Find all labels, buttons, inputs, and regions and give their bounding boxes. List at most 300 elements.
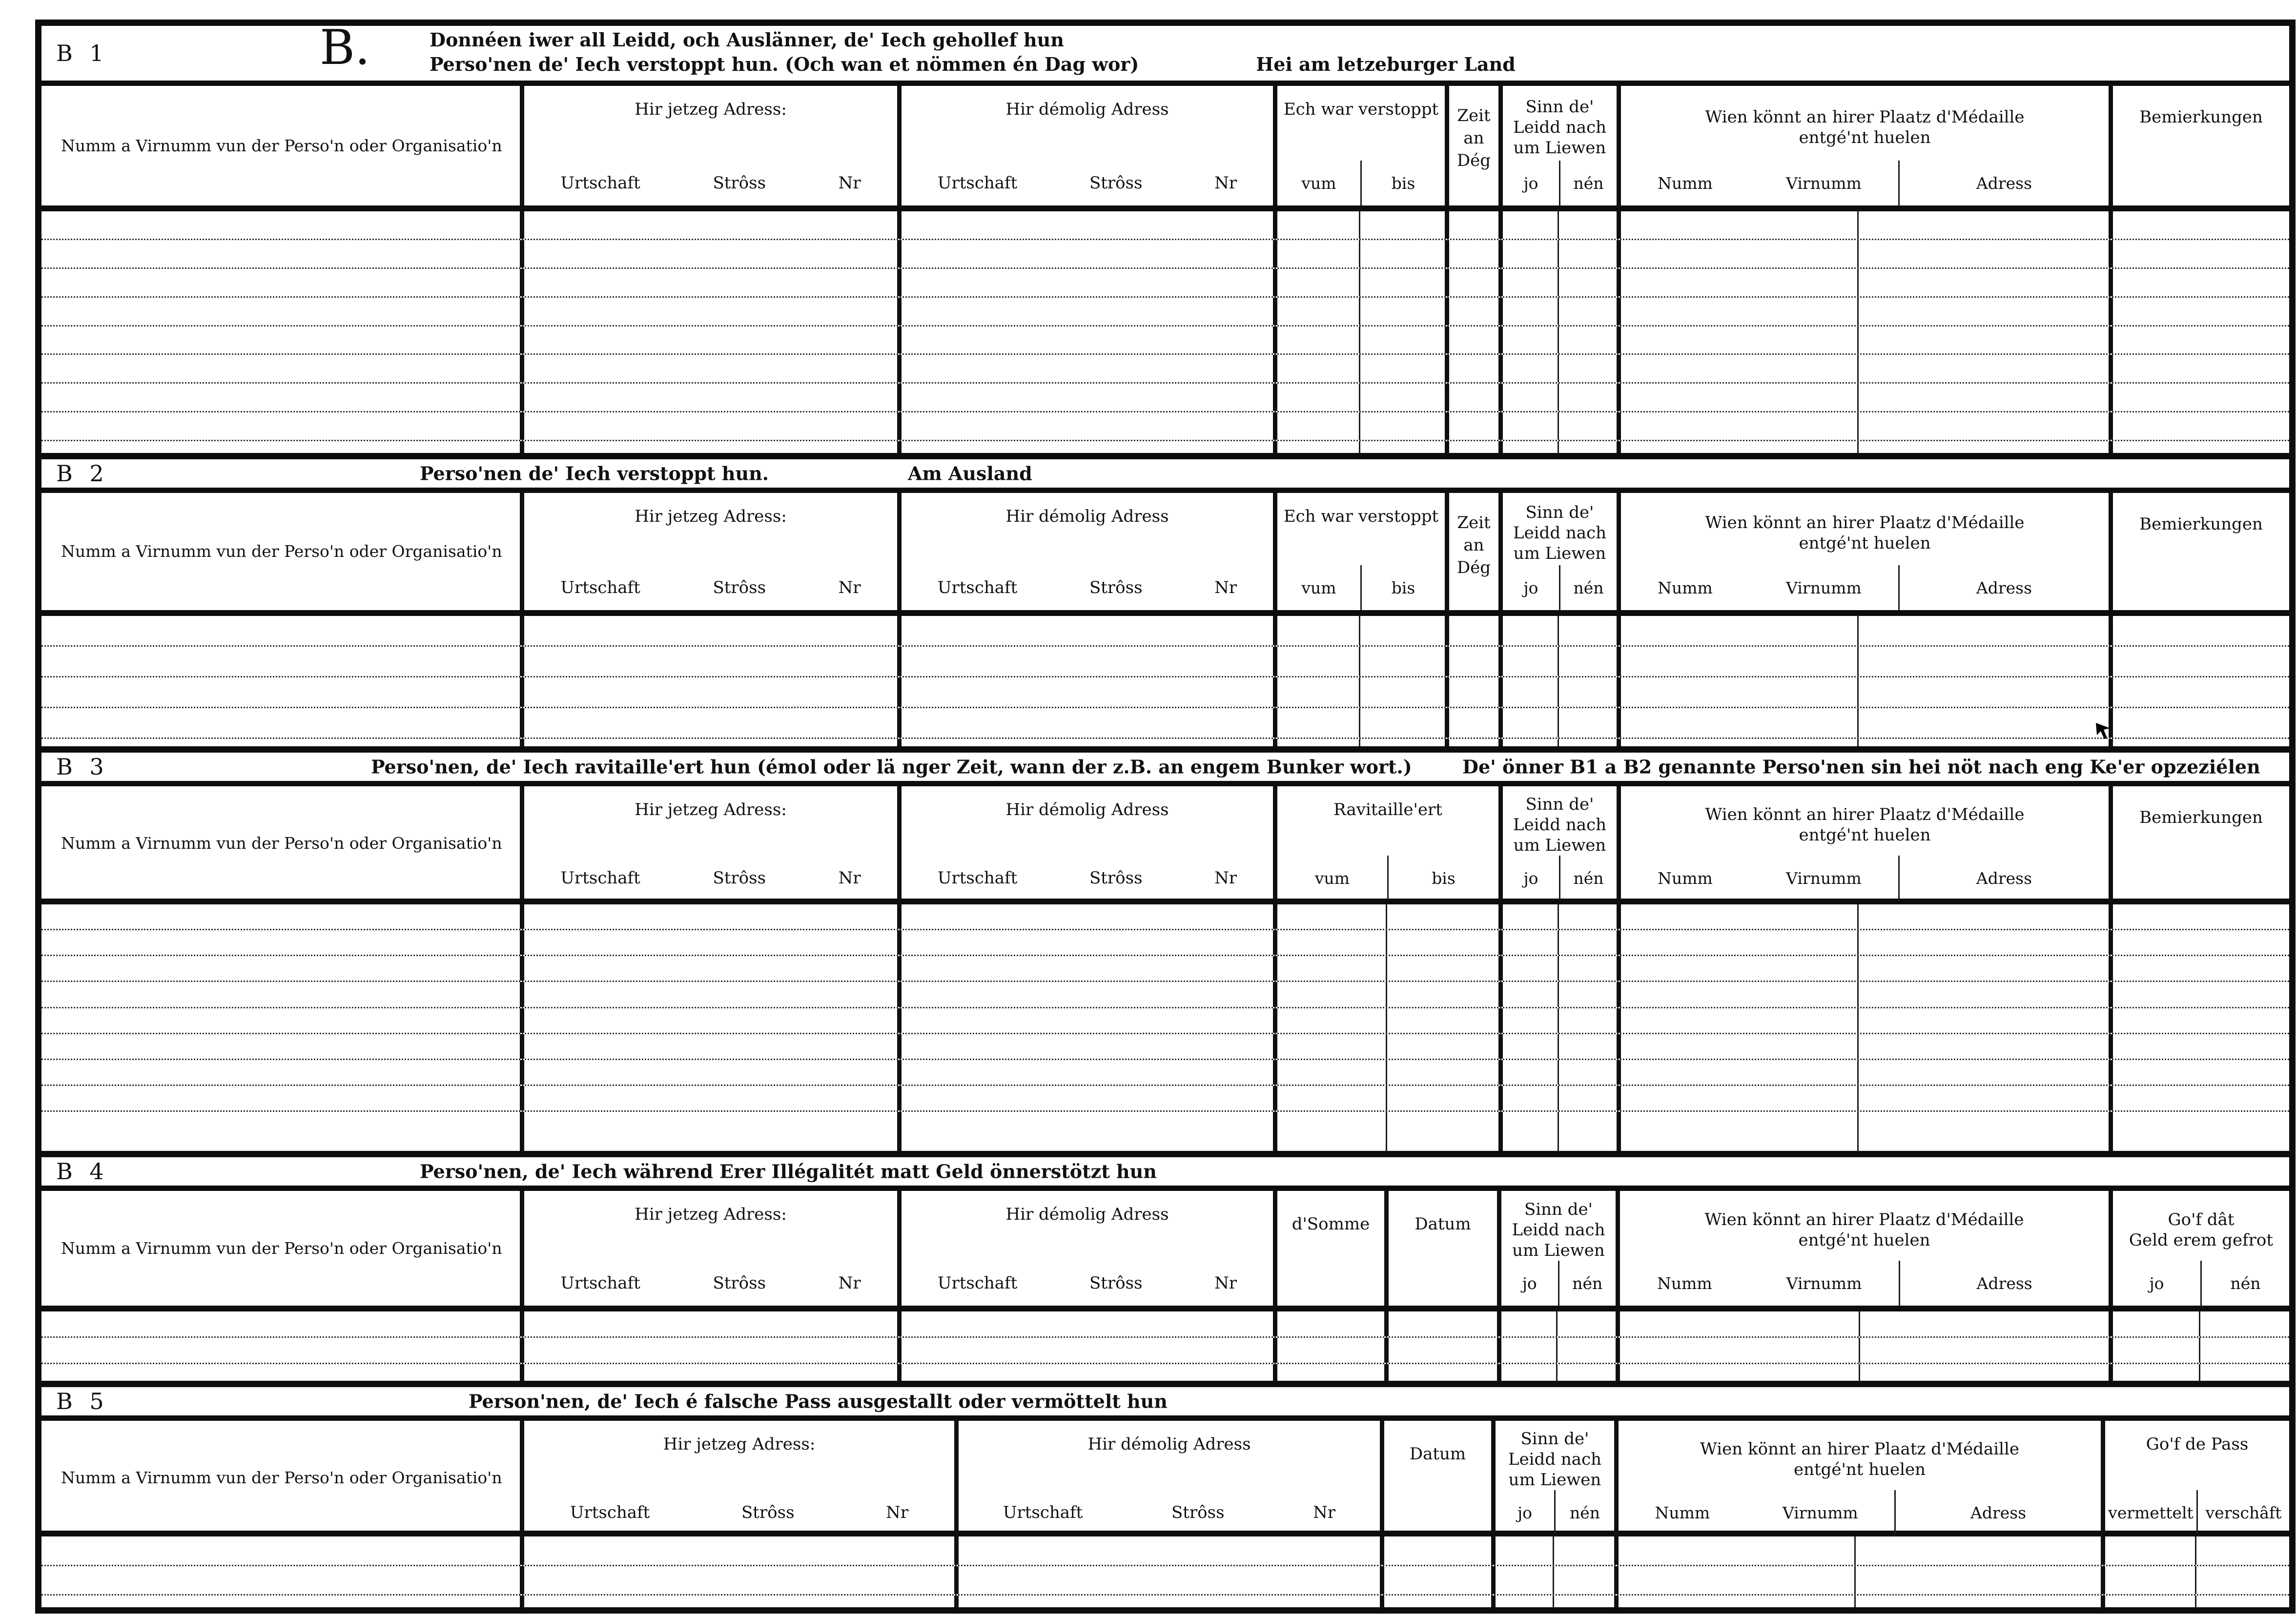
entry-cell	[41, 1034, 520, 1059]
entry-cell	[1854, 1566, 2101, 1595]
sub-numm: Numm	[1655, 1503, 1710, 1522]
entry-cell	[1498, 616, 1558, 645]
entry-cell	[520, 982, 897, 1006]
entry-cell	[1558, 327, 1617, 354]
entry-cell	[2109, 211, 2289, 239]
entry-cell	[1273, 1338, 1384, 1363]
hidden-title: Ech war verstoppt	[1283, 507, 1439, 526]
entry-cell	[1617, 327, 1857, 354]
alive-line: Sinn de'	[1525, 503, 1594, 522]
entry-cell	[520, 1338, 897, 1363]
entry-cell	[41, 327, 520, 354]
current-address-title: Hir jetzeg Adress:	[635, 507, 787, 526]
entry-cell	[520, 677, 897, 707]
b3-section-label: B 3	[56, 754, 109, 780]
entry-cell	[520, 930, 897, 955]
entry-cell	[1445, 412, 1498, 440]
entry-cell	[1273, 211, 1359, 239]
entry-cell	[1273, 1311, 1384, 1336]
entry-cell	[897, 1112, 1273, 1151]
entry-cell	[520, 647, 897, 676]
entry-cell	[1558, 269, 1617, 296]
entry-cell	[1558, 930, 1617, 955]
entry-cell	[1558, 1034, 1617, 1059]
entry-row	[41, 1086, 2289, 1112]
b4-section-label: B 4	[56, 1158, 109, 1185]
entry-cell	[1445, 677, 1498, 707]
b3-title-band	[41, 753, 2289, 786]
sub-urtschaft: Urtschaft	[560, 578, 640, 597]
entry-cell	[1617, 1034, 1857, 1059]
b1-title-band	[41, 20, 2289, 86]
b5-title-band	[41, 1387, 2289, 1421]
entry-cell	[41, 739, 520, 746]
remarks-label: Bemierkungen	[2139, 107, 2263, 127]
entry-cell	[897, 327, 1273, 354]
b5-col-name	[41, 1421, 520, 1535]
entry-row	[41, 1338, 2289, 1364]
entry-cell	[520, 1086, 897, 1110]
sub-stross: Strôss	[713, 868, 766, 888]
entry-cell	[1498, 708, 1558, 737]
entry-cell	[2109, 1364, 2199, 1381]
sub-urtschaft: Urtschaft	[570, 1503, 650, 1522]
b1-heading-line2: Perso'nen de' Iech verstoppt hun. (Och wan et nömmen én Dag wor)	[430, 53, 1139, 75]
sub-stross: Strôss	[1171, 1503, 1225, 1522]
entry-row	[41, 240, 2289, 269]
entry-cell	[520, 327, 897, 354]
entry-cell	[1857, 1034, 2109, 1059]
entry-cell	[41, 616, 520, 645]
entry-cell	[1616, 1338, 1859, 1363]
entry-cell	[1556, 1364, 1616, 1381]
b1-col-current-address	[520, 86, 897, 205]
zeit-line: Dég	[1456, 558, 1491, 577]
entry-cell	[1857, 327, 2109, 354]
entry-cell	[1857, 956, 2109, 981]
entry-cell	[41, 904, 520, 929]
b3-col-former-address	[897, 786, 1273, 901]
ravitailleert-title: Ravitaille'ert	[1333, 800, 1442, 819]
b1-col-zeit-an-deg	[1445, 86, 1498, 205]
entry-cell	[2199, 1311, 2289, 1336]
entry-cell	[520, 1311, 897, 1336]
zeit-line: an	[1463, 128, 1484, 148]
entry-cell	[1498, 739, 1558, 746]
b1-col-remarks	[2109, 86, 2289, 205]
entry-cell	[1497, 1364, 1556, 1381]
alive-line: um Liewen	[1508, 1470, 1601, 1490]
section-b3	[41, 746, 2289, 1151]
medal-title-line: entgé'nt huelen	[1793, 1460, 1926, 1479]
b4-title-band	[41, 1157, 2289, 1191]
sub-vum: vum	[1314, 868, 1350, 888]
entry-cell	[954, 1596, 1380, 1607]
sub-numm: Numm	[1657, 1273, 1712, 1293]
sub-virnumm: Virnumm	[1783, 1503, 1858, 1522]
entry-cell	[1617, 956, 1857, 981]
entry-cell	[897, 211, 1273, 239]
current-address-title: Hir jetzeg Adress:	[635, 800, 787, 819]
entry-cell	[897, 647, 1273, 676]
entry-cell	[1359, 269, 1445, 296]
entry-cell	[1498, 240, 1558, 267]
entry-cell	[1553, 1566, 1614, 1595]
entry-cell	[1445, 708, 1498, 737]
entry-cell	[1445, 298, 1498, 325]
entry-cell	[2109, 677, 2289, 707]
medal-sub-names	[1621, 565, 1898, 610]
entry-cell	[1854, 1596, 2101, 1607]
entry-cell	[2199, 1364, 2289, 1381]
entry-cell	[1857, 1112, 2109, 1151]
entry-cell	[897, 677, 1273, 707]
alive-line: Leidd nach	[1513, 117, 1607, 137]
entry-cell	[1386, 1086, 1498, 1110]
sub-nen: nén	[1559, 161, 1617, 205]
b3-heading-part1: Perso'nen, de' Iech ravitaille'ert hun (émol oder lä nger Zeit, wann der z.B. an engem Bunker wort.)	[371, 756, 1412, 778]
sub-numm: Numm	[1658, 868, 1713, 888]
sub-stross: Strôss	[1089, 1273, 1143, 1293]
entry-cell	[41, 677, 520, 707]
geld-title-line: Geld erem gefrot	[2129, 1230, 2274, 1250]
entry-cell	[1617, 677, 1857, 707]
b2-col-name	[41, 493, 520, 610]
entry-cell	[1617, 647, 1857, 676]
medal-sub-names	[1621, 161, 1898, 205]
b5-col-current-address	[520, 1421, 954, 1535]
section-b2	[41, 453, 2289, 746]
b4-col-former-address	[897, 1191, 1273, 1306]
entry-cell	[1859, 1338, 2109, 1363]
entry-cell	[1386, 982, 1498, 1006]
entry-cell	[41, 1008, 520, 1033]
entry-cell	[1857, 412, 2109, 440]
entry-cell	[520, 412, 897, 440]
entry-cell	[897, 1311, 1273, 1336]
entry-cell	[1558, 677, 1617, 707]
sub-virnumm: Virnumm	[1786, 578, 1862, 597]
entry-cell	[2109, 1086, 2289, 1110]
sub-nr: Nr	[838, 1273, 861, 1293]
entry-cell	[897, 1338, 1273, 1363]
entry-cell	[2109, 269, 2289, 296]
b2-heading-right: Am Ausland	[908, 462, 1032, 485]
entry-cell	[2109, 384, 2289, 411]
entry-cell	[1857, 240, 2109, 267]
entry-cell	[1558, 1112, 1617, 1151]
entry-cell	[897, 355, 1273, 382]
current-address-title: Hir jetzeg Adress:	[635, 1205, 787, 1224]
entry-cell	[1857, 1060, 2109, 1085]
entry-cell	[1617, 355, 1857, 382]
b5-col-datum	[1380, 1421, 1491, 1535]
b1-col-hidden-period	[1273, 86, 1445, 205]
entry-cell	[41, 647, 520, 676]
b2-title-band	[41, 459, 2289, 493]
sub-stross: Strôss	[1089, 578, 1143, 597]
b2-col-still-alive	[1498, 493, 1617, 610]
medal-sub-names	[1620, 1261, 1899, 1306]
entry-cell	[520, 1008, 897, 1033]
sub-adress: Adress	[1898, 161, 2109, 205]
b1-heading	[430, 28, 1516, 77]
entry-cell	[1498, 269, 1558, 296]
entry-cell	[1497, 1311, 1556, 1336]
entry-cell	[41, 441, 520, 453]
sub-adress: Adress	[1898, 856, 2109, 901]
entry-cell	[1857, 616, 2109, 645]
entry-cell	[41, 1086, 520, 1110]
entry-cell	[954, 1566, 1380, 1595]
entry-row	[41, 384, 2289, 412]
entry-cell	[1857, 739, 2109, 746]
entry-cell	[1558, 1008, 1617, 1033]
entry-cell	[1359, 708, 1445, 737]
entry-cell	[1616, 1311, 1859, 1336]
entry-cell	[897, 904, 1273, 929]
entry-cell	[1558, 1086, 1617, 1110]
b4-col-datum	[1384, 1191, 1497, 1306]
entry-cell	[1498, 441, 1558, 453]
row-filler	[41, 441, 2289, 453]
b2-col-zeit-an-deg	[1445, 493, 1498, 610]
entry-cell	[2109, 1060, 2289, 1085]
b1-entry-rows	[41, 211, 2289, 453]
entry-cell	[1556, 1311, 1616, 1336]
entry-cell	[2109, 708, 2289, 737]
entry-cell	[897, 1008, 1273, 1033]
entry-cell	[1359, 647, 1445, 676]
entry-cell	[1445, 384, 1498, 411]
sub-stross: Strôss	[1089, 173, 1143, 193]
entry-cell	[1614, 1596, 1854, 1607]
section-b1	[41, 20, 2289, 453]
b1-col-former-address	[897, 86, 1273, 205]
entry-cell	[520, 441, 897, 453]
sub-virnumm: Virnumm	[1786, 868, 1862, 888]
b5-col-former-address	[954, 1421, 1380, 1535]
entry-row	[41, 1034, 2289, 1060]
entry-cell	[1854, 1536, 2101, 1565]
entry-cell	[1273, 739, 1359, 746]
sub-nr: Nr	[1313, 1503, 1336, 1522]
entry-cell	[1445, 327, 1498, 354]
b2-heading: Perso'nen de' Iech verstoppt hun.	[420, 462, 769, 485]
entry-cell	[1617, 412, 1857, 440]
entry-cell	[2109, 956, 2289, 981]
zeit-line: Dég	[1456, 151, 1491, 170]
entry-cell	[1497, 1338, 1556, 1363]
entry-cell	[1617, 211, 1857, 239]
entry-cell	[1273, 412, 1359, 440]
entry-cell	[1498, 930, 1558, 955]
sub-stross: Strôss	[713, 1273, 766, 1293]
entry-cell	[41, 355, 520, 382]
entry-cell	[1273, 616, 1359, 645]
entry-cell	[1857, 384, 2109, 411]
entry-cell	[1558, 647, 1617, 676]
b4-col-money-returned	[2109, 1191, 2289, 1306]
geld-title-line: Go'f dât	[2168, 1209, 2234, 1229]
b5-heading: Person'nen, de' Iech é falsche Pass ausgestallt oder vermöttelt hun	[469, 1390, 1168, 1412]
entry-cell	[1359, 211, 1445, 239]
entry-cell	[1616, 1364, 1859, 1381]
pass-title: Go'f de Pass	[2146, 1434, 2249, 1454]
sub-adress: Adress	[1894, 1490, 2101, 1535]
entry-cell	[2109, 1112, 2289, 1151]
entry-cell	[1498, 1112, 1558, 1151]
entry-cell	[1498, 355, 1558, 382]
entry-cell	[1857, 211, 2109, 239]
sub-nr: Nr	[1214, 173, 1237, 193]
entry-cell	[1617, 240, 1857, 267]
entry-cell	[1558, 739, 1617, 746]
col-name-label: Numm a Virnumm vun der Perso'n oder Organisatio'n	[61, 1468, 502, 1488]
entry-cell	[897, 298, 1273, 325]
entry-cell	[1857, 982, 2109, 1006]
entry-cell	[1386, 1034, 1498, 1059]
entry-row	[41, 412, 2289, 441]
entry-cell	[897, 1034, 1273, 1059]
entry-cell	[520, 240, 897, 267]
b3-heading-part2: De' önner B1 a B2 genannte Perso'nen sin hei nöt nach eng Ke'er opzeziélen	[1462, 756, 2260, 778]
entry-cell	[1617, 708, 1857, 737]
entry-cell	[41, 298, 520, 325]
alive-line: Sinn de'	[1524, 1199, 1593, 1219]
entry-cell	[41, 412, 520, 440]
entry-cell	[41, 1596, 520, 1607]
sub-jo: jo	[1517, 1503, 1533, 1522]
entry-cell	[41, 708, 520, 737]
entry-cell	[1273, 647, 1359, 676]
entry-cell	[1617, 930, 1857, 955]
b2-col-hidden-period	[1273, 493, 1445, 610]
b4-col-somme	[1273, 1191, 1384, 1306]
entry-cell	[1445, 240, 1498, 267]
remarks-label: Bemierkungen	[2139, 808, 2263, 827]
col-name-label: Numm a Virnumm vun der Perso'n oder Organisatio'n	[61, 1238, 502, 1258]
entry-cell	[897, 1364, 1273, 1381]
entry-row	[41, 1566, 2289, 1596]
b1-big-letter: B.	[320, 20, 370, 76]
alive-line: Sinn de'	[1525, 97, 1594, 117]
entry-cell	[1386, 1112, 1498, 1151]
sub-nen: nén	[1558, 1261, 1616, 1306]
former-address-title: Hir démolig Adress	[1005, 800, 1169, 819]
entry-cell	[1384, 1338, 1497, 1363]
entry-cell	[2109, 1034, 2289, 1059]
entry-cell	[1498, 677, 1558, 707]
entry-cell	[2109, 298, 2289, 325]
sub-nr: Nr	[886, 1503, 909, 1522]
entry-cell	[1380, 1566, 1491, 1595]
former-address-title: Hir démolig Adress	[1087, 1434, 1251, 1454]
entry-cell	[1498, 956, 1558, 981]
entry-cell	[1614, 1566, 1854, 1595]
b5-section-label: B 5	[56, 1388, 109, 1414]
entry-cell	[1498, 384, 1558, 411]
sub-virnumm: Virnumm	[1786, 1273, 1862, 1293]
alive-line: Leidd nach	[1512, 1220, 1605, 1240]
entry-cell	[1445, 355, 1498, 382]
entry-row	[41, 982, 2289, 1008]
entry-cell	[2109, 616, 2289, 645]
sub-nr: Nr	[1214, 868, 1237, 888]
entry-cell	[2199, 1338, 2289, 1363]
entry-cell	[1558, 441, 1617, 453]
former-address-title: Hir démolig Adress	[1005, 100, 1169, 119]
sub-jo: jo	[2149, 1273, 2164, 1293]
entry-cell	[1558, 298, 1617, 325]
entry-cell	[1558, 708, 1617, 737]
entry-row	[41, 269, 2289, 298]
sub-urtschaft: Urtschaft	[937, 868, 1018, 888]
b4-col-still-alive	[1497, 1191, 1616, 1306]
entry-cell	[1273, 1060, 1386, 1085]
entry-cell	[897, 956, 1273, 981]
entry-cell	[41, 930, 520, 955]
sub-nen: nén	[1559, 565, 1617, 610]
sub-urtschaft: Urtschaft	[560, 173, 640, 193]
sub-bis: bis	[1387, 856, 1498, 901]
entry-cell	[520, 269, 897, 296]
entry-cell	[897, 1086, 1273, 1110]
medal-title-line: Wien könnt an hirer Plaatz d'Médaille	[1704, 1209, 2024, 1229]
entry-cell	[1857, 708, 2109, 737]
entry-cell	[1857, 904, 2109, 929]
entry-cell	[41, 211, 520, 239]
mouse-cursor-icon	[2095, 722, 2113, 740]
entry-cell	[897, 269, 1273, 296]
b5-entry-rows	[41, 1536, 2289, 1607]
sub-urtschaft: Urtschaft	[937, 173, 1018, 193]
medal-title-line: Wien könnt an hirer Plaatz d'Médaille	[1705, 805, 2025, 824]
entry-cell	[897, 708, 1273, 737]
b4-column-headers	[41, 1191, 2289, 1311]
sub-nr: Nr	[838, 578, 861, 597]
entry-cell	[2109, 904, 2289, 929]
entry-cell	[2195, 1596, 2289, 1607]
entry-cell	[954, 1536, 1380, 1565]
hidden-title: Ech war verstoppt	[1283, 100, 1439, 119]
entry-cell	[1273, 441, 1359, 453]
entry-cell	[1445, 739, 1498, 746]
sub-stross: Strôss	[1089, 868, 1143, 888]
entry-row	[41, 677, 2289, 708]
entry-cell	[2101, 1566, 2195, 1595]
entry-cell	[1445, 211, 1498, 239]
entry-cell	[2109, 1311, 2199, 1336]
somme-label: d'Somme	[1292, 1214, 1370, 1234]
medal-title-line: Wien könnt an hirer Plaatz d'Médaille	[1705, 513, 2025, 532]
entry-cell	[1273, 930, 1386, 955]
entry-cell	[1556, 1338, 1616, 1363]
entry-cell	[2195, 1566, 2289, 1595]
entry-cell	[41, 1112, 520, 1151]
sub-stross: Strôss	[741, 1503, 795, 1522]
entry-cell	[1857, 677, 2109, 707]
entry-cell	[1273, 355, 1359, 382]
datum-label: Datum	[1409, 1444, 1466, 1464]
sub-urtschaft: Urtschaft	[937, 578, 1018, 597]
zeit-line: Zeit	[1457, 106, 1491, 125]
sub-jo: jo	[1523, 173, 1538, 193]
row-filler	[41, 1112, 2289, 1151]
entry-cell	[897, 739, 1273, 746]
b4-heading: Perso'nen, de' Iech während Erer Illégalitét matt Geld önnerstötzt hun	[420, 1160, 1157, 1183]
entry-cell	[1386, 956, 1498, 981]
